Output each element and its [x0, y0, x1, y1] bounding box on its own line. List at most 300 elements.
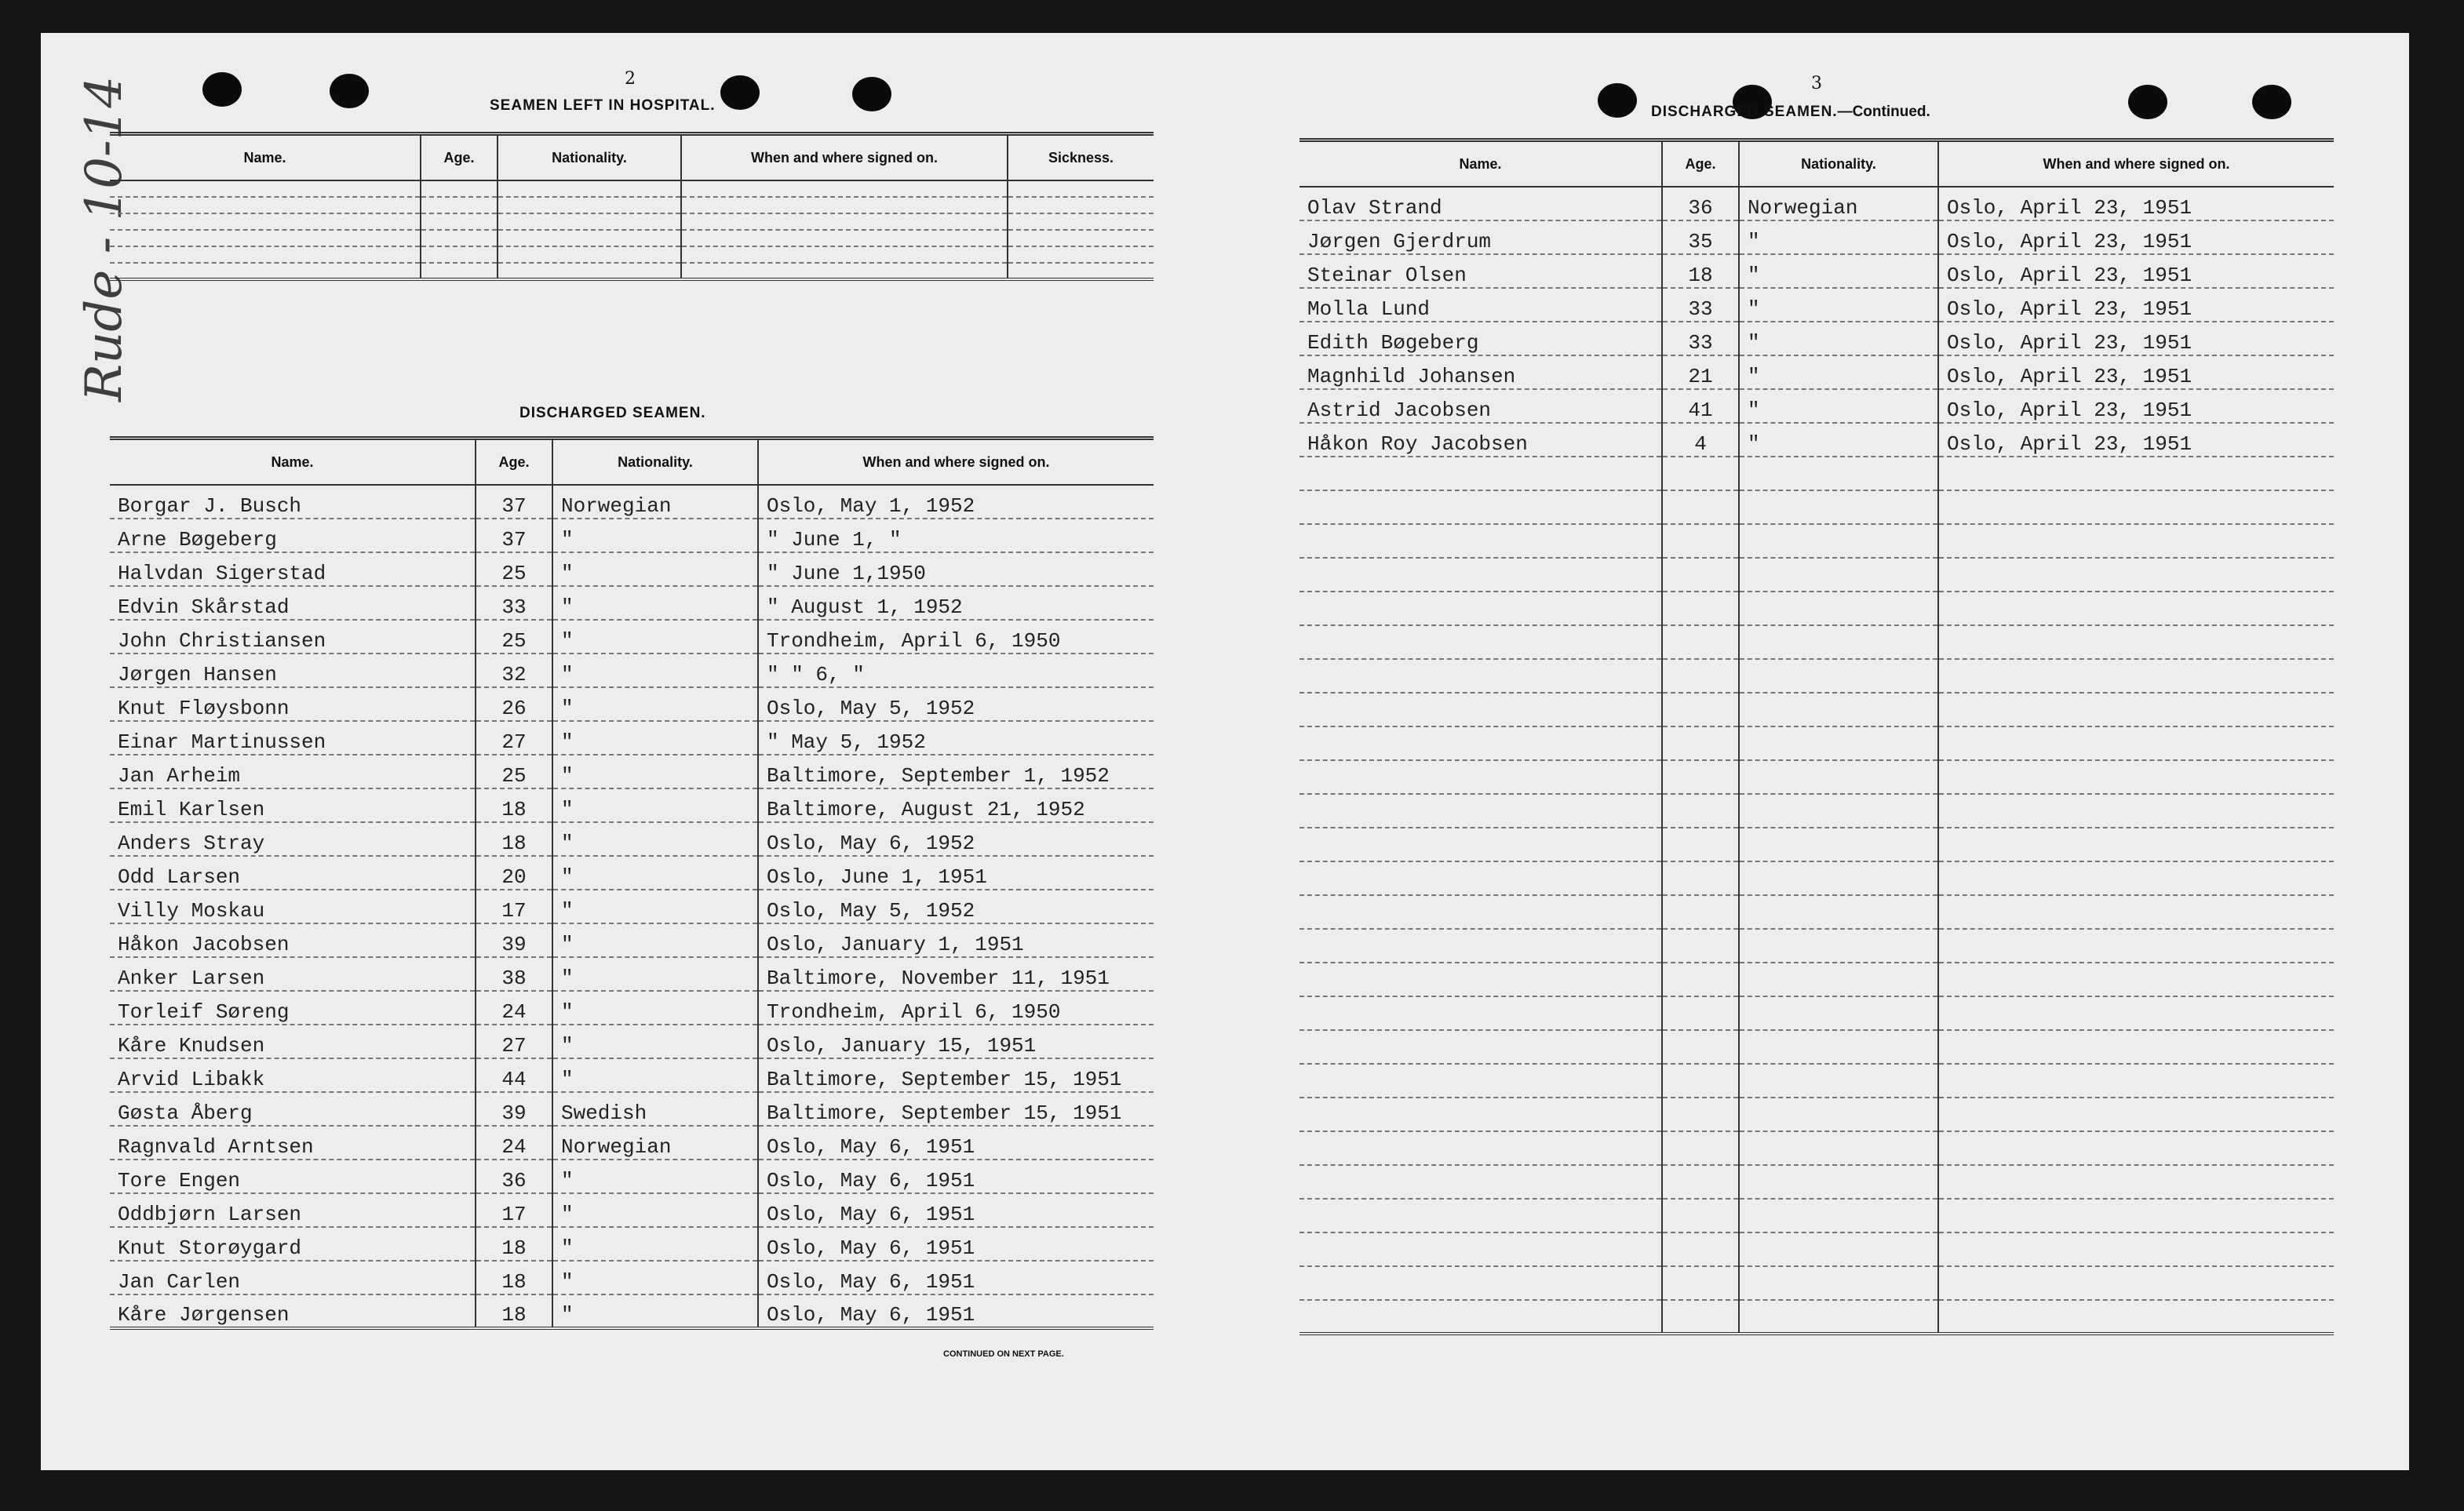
age-cell	[1662, 794, 1739, 828]
nationality-cell	[1739, 861, 1938, 895]
name-cell: Ragnvald Arntsen	[110, 1126, 476, 1160]
age-cell: 25	[476, 552, 552, 586]
signed-on-cell: " June 1, "	[758, 519, 1154, 552]
signed-on-cell: Trondheim, April 6, 1950	[758, 620, 1154, 654]
age-cell: 33	[1662, 288, 1739, 322]
signed-on-cell: Oslo, May 6, 1951	[758, 1261, 1154, 1294]
name-cell	[110, 230, 421, 246]
table-row	[110, 1058, 1154, 1092]
signed-on-cell: Oslo, January 15, 1951	[758, 1025, 1154, 1058]
nationality-cell: "	[552, 654, 758, 687]
name-cell: Einar Martinussen	[110, 721, 476, 755]
table-row	[1299, 187, 2334, 220]
name-cell	[1299, 1098, 1662, 1131]
nationality-cell	[1739, 490, 1938, 524]
nationality-cell: "	[1739, 322, 1938, 355]
age-cell	[421, 230, 498, 246]
age-cell	[1662, 1199, 1739, 1232]
signed-on-cell: Oslo, May 6, 1951	[758, 1126, 1154, 1160]
age-cell	[1662, 1030, 1739, 1064]
name-cell	[1299, 929, 1662, 963]
name-cell	[1299, 1064, 1662, 1098]
table-row	[1299, 1300, 2334, 1334]
table-row	[110, 721, 1154, 755]
sickness-column-header: Sickness.	[1008, 134, 1154, 181]
age-cell: 18	[476, 1227, 552, 1261]
age-cell	[1662, 828, 1739, 861]
name-cell: Magnhild Johansen	[1299, 355, 1662, 389]
nationality-cell: "	[552, 620, 758, 654]
signed-on-cell	[1938, 760, 2334, 794]
table-row	[110, 213, 1154, 230]
table-row	[1299, 220, 2334, 254]
signed-on-cell: Oslo, April 23, 1951	[1938, 322, 2334, 355]
table-row	[1299, 726, 2334, 760]
table-row	[1299, 389, 2334, 423]
table-row	[110, 230, 1154, 246]
table-row	[110, 197, 1154, 213]
name-cell	[1299, 1266, 1662, 1300]
name-cell	[1299, 1131, 1662, 1165]
age-cell: 17	[476, 1193, 552, 1227]
age-cell	[421, 213, 498, 230]
nationality-cell	[498, 197, 681, 213]
name-cell	[1299, 490, 1662, 524]
name-cell: Astrid Jacobsen	[1299, 389, 1662, 423]
table-row	[110, 1261, 1154, 1294]
table-row	[110, 519, 1154, 552]
punch-hole	[202, 72, 242, 107]
signed-on-cell: Oslo, April 23, 1951	[1938, 187, 2334, 220]
name-cell: Halvdan Sigerstad	[110, 552, 476, 586]
name-cell: Knut Fløysbonn	[110, 687, 476, 721]
nationality-cell	[1739, 996, 1938, 1030]
table-row	[1299, 1266, 2334, 1300]
name-cell	[110, 213, 421, 230]
age-cell: 39	[476, 1092, 552, 1126]
table-row	[1299, 322, 2334, 355]
table-row	[1299, 693, 2334, 726]
signed-on-cell	[1938, 1300, 2334, 1334]
table-row	[1299, 1064, 2334, 1098]
age-cell	[421, 197, 498, 213]
age-cell	[1662, 1165, 1739, 1199]
nationality-cell: Norwegian	[552, 485, 758, 519]
age-cell: 44	[476, 1058, 552, 1092]
continued-note: CONTINUED ON NEXT PAGE.	[943, 1349, 1064, 1359]
nationality-cell: "	[552, 1261, 758, 1294]
signed-on-cell	[1938, 1131, 2334, 1165]
age-cell: 17	[476, 890, 552, 923]
name-cell	[1299, 592, 1662, 625]
nationality-cell	[498, 180, 681, 197]
table-row	[110, 1193, 1154, 1227]
age-cell: 24	[476, 1126, 552, 1160]
age-cell	[1662, 1098, 1739, 1131]
signed-on-cell: Oslo, April 23, 1951	[1938, 220, 2334, 254]
nationality-cell: "	[1739, 288, 1938, 322]
age-cell: 37	[476, 519, 552, 552]
table-row	[110, 1092, 1154, 1126]
table-row	[110, 654, 1154, 687]
name-cell: Odd Larsen	[110, 856, 476, 890]
signed-on-cell: Oslo, May 6, 1951	[758, 1227, 1154, 1261]
table-row	[110, 890, 1154, 923]
signed-on-cell	[1938, 963, 2334, 996]
signed-on-cell: Oslo, January 1, 1951	[758, 923, 1154, 957]
age-cell	[421, 246, 498, 263]
age-cell	[1662, 1300, 1739, 1334]
nationality-cell: "	[552, 788, 758, 822]
name-cell: John Christiansen	[110, 620, 476, 654]
nationality-cell: Norwegian	[1739, 187, 1938, 220]
name-cell	[110, 263, 421, 279]
nationality-cell	[1739, 1165, 1938, 1199]
age-cell: 41	[1662, 389, 1739, 423]
age-cell	[1662, 726, 1739, 760]
nationality-cell: "	[552, 687, 758, 721]
nationality-cell: "	[552, 519, 758, 552]
name-cell	[1299, 1165, 1662, 1199]
signed-on-cell	[681, 263, 1008, 279]
age-cell	[1662, 490, 1739, 524]
nationality-cell: "	[552, 586, 758, 620]
punch-hole	[720, 75, 760, 110]
name-cell	[1299, 558, 1662, 592]
signed-on-cell	[1938, 1030, 2334, 1064]
signed-on-cell: Oslo, April 23, 1951	[1938, 254, 2334, 288]
age-cell	[1662, 524, 1739, 558]
name-cell	[1299, 794, 1662, 828]
signed-on-cell: Oslo, May 6, 1952	[758, 822, 1154, 856]
name-cell	[1299, 1232, 1662, 1266]
signed-on-cell: Oslo, April 23, 1951	[1938, 288, 2334, 322]
nationality-cell	[1739, 1199, 1938, 1232]
nationality-cell: "	[552, 755, 758, 788]
name-cell: Olav Strand	[1299, 187, 1662, 220]
age-cell: 39	[476, 923, 552, 957]
signed-on-cell: Baltimore, September 15, 1951	[758, 1092, 1154, 1126]
name-cell	[1299, 659, 1662, 693]
age-cell: 21	[1662, 355, 1739, 389]
name-cell: Jan Arheim	[110, 755, 476, 788]
nationality-cell	[1739, 1232, 1938, 1266]
table-row	[110, 991, 1154, 1025]
age-cell: 24	[476, 991, 552, 1025]
continued-suffix: —Continued.	[1837, 104, 1930, 120]
signed-on-cell: Oslo, June 1, 1951	[758, 856, 1154, 890]
nationality-cell	[1739, 592, 1938, 625]
signed-on-cell: Oslo, April 23, 1951	[1938, 355, 2334, 389]
signed-on-cell: Oslo, May 6, 1951	[758, 1294, 1154, 1328]
age-cell: 36	[476, 1160, 552, 1193]
hospital-section-title: SEAMEN LEFT IN HOSPITAL.	[490, 97, 716, 114]
nationality-cell	[1739, 524, 1938, 558]
nationality-cell	[1739, 828, 1938, 861]
signed-on-cell: Oslo, April 23, 1951	[1938, 389, 2334, 423]
table-row	[110, 1227, 1154, 1261]
signed-on-cell	[1938, 794, 2334, 828]
name-cell: Torleif Søreng	[110, 991, 476, 1025]
table-row	[1299, 355, 2334, 389]
name-cell: Håkon Roy Jacobsen	[1299, 423, 1662, 457]
name-cell: Borgar J. Busch	[110, 485, 476, 519]
name-column-header: Name.	[110, 134, 421, 181]
name-cell: Anker Larsen	[110, 957, 476, 991]
table-row	[110, 923, 1154, 957]
table-row	[110, 856, 1154, 890]
table-row	[110, 586, 1154, 620]
punch-hole	[2128, 85, 2167, 119]
name-cell: Jan Carlen	[110, 1261, 476, 1294]
signed-on-cell	[1938, 1266, 2334, 1300]
discharged-seamen-continued-table	[1299, 138, 2334, 1335]
nationality-cell: "	[552, 1193, 758, 1227]
age-cell	[1662, 861, 1739, 895]
nationality-cell: "	[552, 957, 758, 991]
age-column-header: Age.	[421, 134, 498, 181]
nationality-cell	[1739, 1131, 1938, 1165]
signed-on-cell: Trondheim, April 6, 1950	[758, 991, 1154, 1025]
age-cell: 25	[476, 620, 552, 654]
table-row	[1299, 996, 2334, 1030]
signed-on-cell	[1938, 693, 2334, 726]
signed-on-cell: Baltimore, August 21, 1952	[758, 788, 1154, 822]
signed-on-cell	[1938, 1165, 2334, 1199]
age-cell	[1662, 1064, 1739, 1098]
nationality-cell: "	[1739, 389, 1938, 423]
table-row	[1299, 254, 2334, 288]
age-cell	[1662, 760, 1739, 794]
signed-on-cell	[681, 246, 1008, 263]
nationality-cell	[1739, 625, 1938, 659]
nationality-cell: "	[552, 822, 758, 856]
signed-on-cell	[1938, 659, 2334, 693]
age-cell: 20	[476, 856, 552, 890]
table-row	[110, 485, 1154, 519]
signed-on-cell	[1938, 490, 2334, 524]
name-cell: Tore Engen	[110, 1160, 476, 1193]
table-row	[110, 788, 1154, 822]
name-cell	[110, 197, 421, 213]
table-row	[1299, 423, 2334, 457]
signed-on-cell	[1938, 1232, 2334, 1266]
signed-on-cell	[1938, 895, 2334, 929]
name-cell: Steinar Olsen	[1299, 254, 1662, 288]
age-cell	[1662, 929, 1739, 963]
sickness-cell	[1008, 263, 1154, 279]
nationality-cell	[498, 230, 681, 246]
age-cell: 18	[476, 788, 552, 822]
nationality-cell: "	[1739, 220, 1938, 254]
name-cell: Arne Bøgeberg	[110, 519, 476, 552]
signed-on-cell	[1938, 592, 2334, 625]
name-cell	[1299, 457, 1662, 490]
age-cell	[1662, 895, 1739, 929]
nationality-cell: "	[552, 1025, 758, 1058]
age-cell: 26	[476, 687, 552, 721]
signed-on-cell	[681, 230, 1008, 246]
sickness-cell	[1008, 230, 1154, 246]
table-row	[110, 263, 1154, 279]
table-row	[110, 755, 1154, 788]
name-cell: Håkon Jacobsen	[110, 923, 476, 957]
signed-on-cell	[681, 197, 1008, 213]
table-row	[110, 957, 1154, 991]
name-cell	[110, 246, 421, 263]
table-row	[1299, 895, 2334, 929]
signed-on-cell: Baltimore, November 11, 1951	[758, 957, 1154, 991]
signed-on-cell: " May 5, 1952	[758, 721, 1154, 755]
table-row	[1299, 760, 2334, 794]
sickness-cell	[1008, 246, 1154, 263]
nationality-cell	[1739, 558, 1938, 592]
signed-on-cell	[1938, 457, 2334, 490]
sickness-cell	[1008, 180, 1154, 197]
name-cell	[1299, 524, 1662, 558]
signed-on-cell: Baltimore, September 1, 1952	[758, 755, 1154, 788]
nationality-cell: "	[552, 856, 758, 890]
table-row	[1299, 457, 2334, 490]
table-row	[110, 180, 1154, 197]
age-cell: 25	[476, 755, 552, 788]
age-cell	[1662, 963, 1739, 996]
name-cell: Kåre Knudsen	[110, 1025, 476, 1058]
nationality-cell	[1739, 693, 1938, 726]
table-row	[110, 822, 1154, 856]
name-cell	[1299, 861, 1662, 895]
name-column-header: Name.	[1299, 140, 1662, 188]
signed-on-cell	[1938, 828, 2334, 861]
punch-hole	[330, 74, 369, 108]
table-row	[1299, 963, 2334, 996]
nationality-cell	[1739, 794, 1938, 828]
punch-hole	[1598, 83, 1637, 118]
age-cell: 33	[476, 586, 552, 620]
age-cell	[421, 180, 498, 197]
age-cell	[1662, 558, 1739, 592]
signed-on-column-header: When and where signed on.	[681, 134, 1008, 181]
sickness-cell	[1008, 197, 1154, 213]
table-row	[110, 687, 1154, 721]
nationality-column-header: Nationality.	[1739, 140, 1938, 188]
signed-on-cell	[681, 213, 1008, 230]
name-cell	[1299, 1199, 1662, 1232]
age-cell: 27	[476, 1025, 552, 1058]
table-row	[1299, 592, 2334, 625]
age-cell: 18	[476, 1261, 552, 1294]
discharged-section-title: DISCHARGED SEAMEN.	[519, 405, 706, 421]
name-cell	[1299, 625, 1662, 659]
age-cell: 27	[476, 721, 552, 755]
nationality-cell	[1739, 659, 1938, 693]
name-cell	[1299, 726, 1662, 760]
name-cell: Anders Stray	[110, 822, 476, 856]
age-cell: 18	[1662, 254, 1739, 288]
table-row	[1299, 861, 2334, 895]
handwritten-margin-note: Rude - 10-14	[75, 75, 133, 402]
age-cell: 38	[476, 957, 552, 991]
nationality-cell: "	[552, 1058, 758, 1092]
nationality-cell	[1739, 1266, 1938, 1300]
signed-on-cell	[1938, 861, 2334, 895]
age-cell: 35	[1662, 220, 1739, 254]
nationality-cell: "	[552, 1294, 758, 1328]
name-cell: Jørgen Hansen	[110, 654, 476, 687]
nationality-cell	[1739, 1098, 1938, 1131]
name-cell	[1299, 760, 1662, 794]
table-row	[1299, 828, 2334, 861]
nationality-cell: "	[552, 1160, 758, 1193]
nationality-cell	[1739, 1300, 1938, 1334]
signed-on-cell: " " 6, "	[758, 654, 1154, 687]
punch-hole	[852, 77, 891, 111]
signed-on-column-header: When and where signed on.	[758, 439, 1154, 486]
nationality-cell: "	[552, 923, 758, 957]
age-cell: 4	[1662, 423, 1739, 457]
age-cell	[1662, 1131, 1739, 1165]
table-row	[1299, 1098, 2334, 1131]
discharged-seamen-table	[110, 436, 1154, 1330]
table-row	[1299, 524, 2334, 558]
signed-on-cell: Oslo, May 5, 1952	[758, 890, 1154, 923]
signed-on-cell	[1938, 558, 2334, 592]
table-row	[110, 1126, 1154, 1160]
signed-on-cell: Oslo, May 5, 1952	[758, 687, 1154, 721]
ledger-page	[41, 33, 2409, 1470]
punch-hole	[2252, 85, 2291, 119]
signed-on-cell: Oslo, April 23, 1951	[1938, 423, 2334, 457]
name-cell	[1299, 828, 1662, 861]
nationality-cell	[1739, 1064, 1938, 1098]
name-column-header: Name.	[110, 439, 476, 486]
age-column-header: Age.	[476, 439, 552, 486]
signed-on-cell	[1938, 1199, 2334, 1232]
signed-on-cell	[1938, 726, 2334, 760]
nationality-cell: "	[1739, 355, 1938, 389]
age-cell: 18	[476, 822, 552, 856]
signed-on-cell: Baltimore, September 15, 1951	[758, 1058, 1154, 1092]
name-cell: Oddbjørn Larsen	[110, 1193, 476, 1227]
table-row	[1299, 625, 2334, 659]
name-cell	[1299, 895, 1662, 929]
table-row	[110, 620, 1154, 654]
age-cell	[1662, 592, 1739, 625]
nationality-cell	[1739, 1030, 1938, 1064]
page-number-right: 3	[1811, 74, 1822, 93]
name-cell: Molla Lund	[1299, 288, 1662, 322]
age-cell: 18	[476, 1294, 552, 1328]
page-number-left: 2	[625, 69, 636, 89]
name-cell: Emil Karlsen	[110, 788, 476, 822]
nationality-cell: "	[1739, 254, 1938, 288]
age-cell	[1662, 693, 1739, 726]
name-cell	[1299, 1030, 1662, 1064]
nationality-cell	[1739, 457, 1938, 490]
nationality-cell: "	[1739, 423, 1938, 457]
table-row	[110, 246, 1154, 263]
nationality-cell: Norwegian	[552, 1126, 758, 1160]
table-row	[1299, 1232, 2334, 1266]
nationality-column-header: Nationality.	[552, 439, 758, 486]
table-row	[110, 552, 1154, 586]
age-cell	[1662, 625, 1739, 659]
table-row	[1299, 794, 2334, 828]
nationality-cell	[1739, 895, 1938, 929]
signed-on-cell: " August 1, 1952	[758, 586, 1154, 620]
age-cell	[421, 263, 498, 279]
seamen-left-in-hospital-table	[110, 132, 1154, 281]
